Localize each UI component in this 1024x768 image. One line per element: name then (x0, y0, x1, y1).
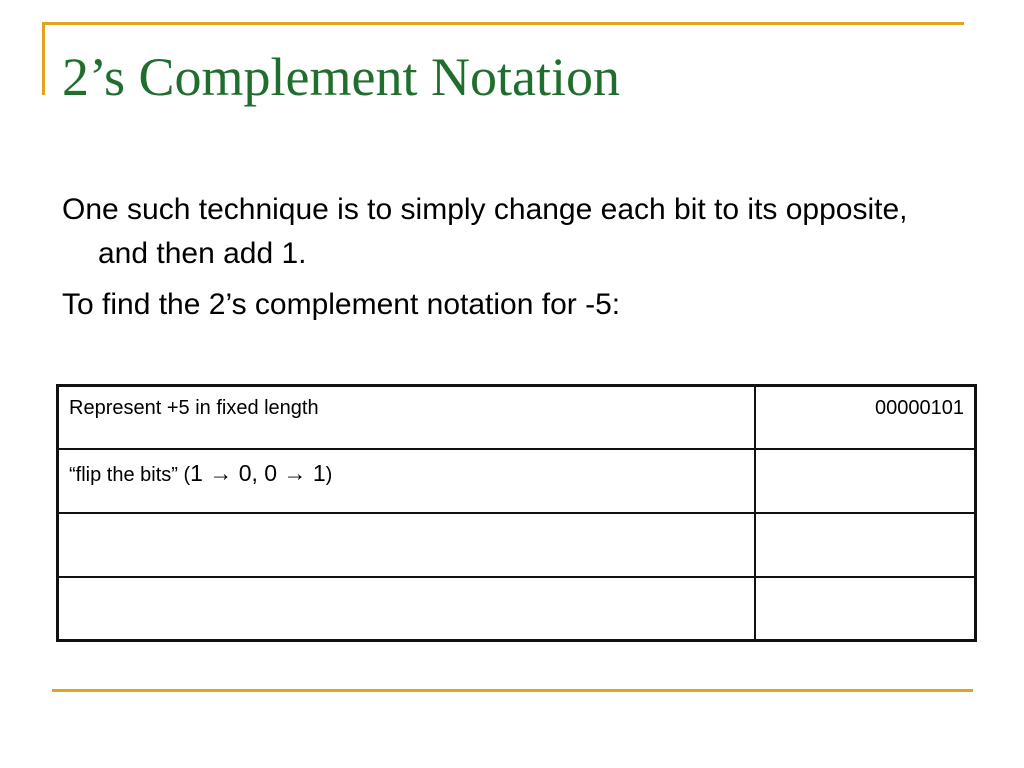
bit-mapping-text: 1 → 0, 0 → 1 (190, 460, 326, 487)
table-row (58, 449, 976, 513)
step-text: “flip the bits” ( (69, 464, 191, 487)
table-row (58, 386, 976, 450)
value-cell (755, 577, 976, 641)
value-cell (755, 513, 976, 577)
bottom-accent-rule (52, 689, 973, 692)
slide-title: 2’s Complement Notation (62, 47, 620, 107)
value-cell: 00000101 (755, 386, 976, 450)
top-accent-rule (42, 22, 964, 25)
step-cell (58, 577, 755, 641)
step-cell: Represent +5 in fixed length (58, 386, 755, 450)
bullet-item: To find the 2’s complement notation for -5: (62, 288, 621, 321)
complement-steps-table (56, 384, 977, 642)
bullet-item: One such technique is to simply change each bit to its opposite, and then add 1. (62, 193, 908, 270)
bullet-list (62, 188, 962, 334)
table-row (58, 513, 976, 577)
left-accent-rule (42, 22, 45, 95)
step-cell (58, 513, 755, 577)
value-cell (755, 449, 976, 513)
step-text-suffix: ) (325, 464, 333, 487)
step-cell (58, 449, 755, 513)
table-row (58, 577, 976, 641)
